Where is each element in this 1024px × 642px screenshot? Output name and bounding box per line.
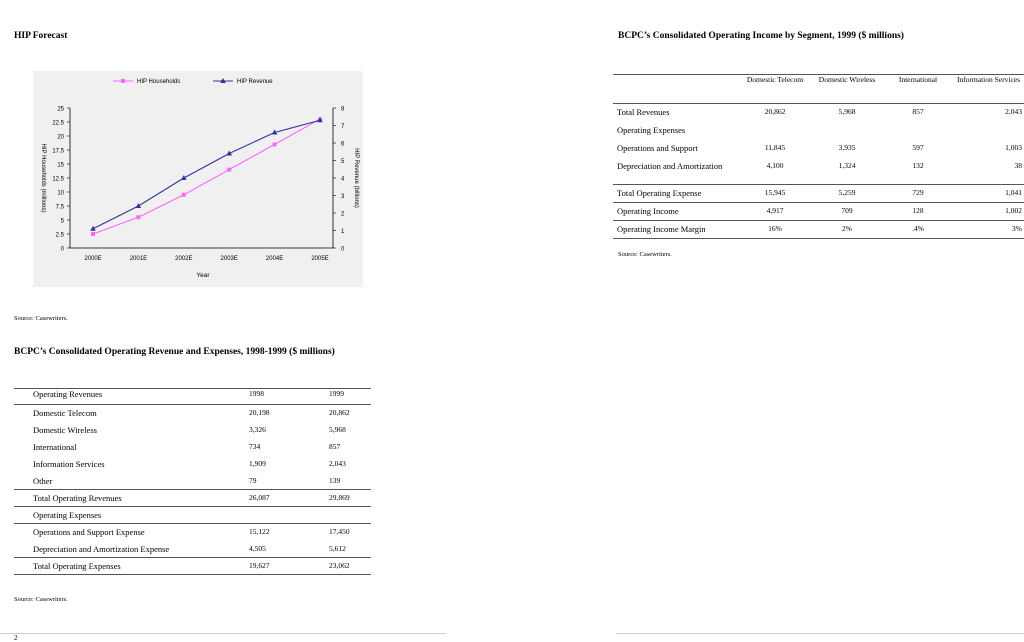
- row-value: 128: [912, 206, 924, 215]
- table-row: [14, 524, 371, 541]
- y2-tick-label: 6: [341, 141, 345, 148]
- row-label: International: [33, 441, 77, 452]
- row-label: Total Operating Expenses: [33, 561, 121, 571]
- row-label: Operating Expenses: [617, 124, 686, 135]
- table-row: [14, 541, 371, 558]
- row-value: 1,041: [1005, 188, 1022, 197]
- row-value: 597: [912, 142, 924, 152]
- row-value: 132: [912, 160, 924, 170]
- revenue-expenses-table: [14, 388, 371, 575]
- y2-tick-label: 4: [341, 176, 345, 183]
- y-tick-label: 2.5: [55, 232, 64, 239]
- row-label: Total Operating Revenues: [33, 493, 122, 503]
- table-header-cell: 1999: [329, 389, 344, 398]
- right-table-title: BCPC’s Consolidated Operating Income by Segment, 1999 ($ millions): [618, 31, 904, 41]
- series-point: [91, 232, 95, 236]
- row-value: 3,326: [249, 424, 266, 434]
- row-value: 5,968: [329, 424, 346, 434]
- y-tick-label: 12.5: [52, 176, 64, 183]
- row-value: 4,100: [766, 160, 784, 170]
- row-value: 38: [1014, 160, 1022, 170]
- row-value: .4%: [912, 224, 924, 233]
- y-tick-label: 20: [57, 134, 64, 141]
- row-value: 857: [329, 441, 341, 451]
- x-axis-label: Year: [196, 272, 210, 279]
- x-tick-label: 2000E: [84, 256, 102, 262]
- page-number: 2: [14, 634, 18, 642]
- row-value: 1,909: [249, 458, 266, 468]
- row-value: 709: [841, 206, 853, 215]
- table-row: [613, 221, 1024, 239]
- y-tick-label: 5: [60, 218, 64, 225]
- table-row: [14, 473, 371, 490]
- y-tick-label: 25: [57, 106, 64, 113]
- table-row: [14, 439, 371, 456]
- y2-tick-label: 0: [341, 246, 345, 253]
- row-value: 1,002: [1005, 206, 1022, 215]
- row-value: 857: [912, 107, 924, 116]
- row-label: Domestic Telecom: [33, 408, 97, 418]
- table-row: [613, 203, 1024, 221]
- row-value: 5,968: [838, 107, 856, 116]
- row-value: 729: [912, 188, 924, 197]
- y2-tick-label: 2: [341, 211, 345, 218]
- table-row: [613, 185, 1024, 203]
- row-label: Depreciation and Amortization: [617, 160, 723, 171]
- table-row: [613, 158, 1024, 185]
- y2-tick-label: 8: [341, 106, 345, 113]
- legend-marker: [121, 79, 125, 83]
- table-row: [14, 405, 371, 422]
- row-label: Information Services: [33, 458, 105, 469]
- table-row: [14, 558, 371, 575]
- y-tick-label: 7.5: [55, 204, 64, 211]
- row-value: 5,259: [838, 188, 856, 197]
- row-value: 3,935: [838, 142, 856, 152]
- table-header-cell: Domestic Telecom: [746, 75, 804, 84]
- x-tick-label: 2005E: [311, 256, 329, 262]
- chart-svg: [33, 71, 363, 287]
- row-label: Operating Expenses: [33, 510, 102, 520]
- chart-title: HIP Forecast: [14, 31, 68, 41]
- y-tick-label: 10: [57, 190, 64, 197]
- row-label: Operations and Support: [617, 142, 698, 153]
- table-row: [613, 140, 1024, 158]
- hip-forecast-chart: [33, 71, 363, 287]
- table-header-cell: [613, 75, 739, 104]
- row-value: 20,198: [249, 408, 270, 417]
- row-value: 16%: [768, 224, 782, 233]
- series-point: [273, 142, 277, 146]
- row-value: 5,612: [329, 543, 346, 553]
- table-row: [613, 104, 1024, 122]
- table-header-cell: Domestic Wireless: [818, 75, 876, 84]
- row-label: Operations and Support Expense: [33, 527, 145, 537]
- row-value: 139: [329, 475, 341, 485]
- row-label: Depreciation and Amortization Expense: [33, 543, 170, 554]
- x-tick-label: 2001E: [129, 256, 148, 262]
- row-value: 26,087: [249, 493, 270, 502]
- left-table-title: BCPC’s Consolidated Operating Revenue and Expenses, 1998-1999 ($ millions): [14, 347, 335, 357]
- row-value: [953, 122, 1024, 140]
- table-header-cell: Information Services: [956, 75, 1021, 84]
- row-value: 734: [249, 441, 261, 451]
- row-value: [883, 122, 953, 140]
- row-value: [249, 507, 329, 524]
- x-tick-label: 2002E: [175, 256, 193, 262]
- page-rule-right: [616, 633, 1024, 634]
- row-value: 17,450: [329, 527, 350, 536]
- row-value: 79: [249, 475, 257, 485]
- table-row: [14, 507, 371, 524]
- row-value: 15,945: [764, 188, 786, 197]
- y2-axis-label: HIP Revenue (billions): [353, 148, 359, 208]
- series-point: [136, 203, 142, 208]
- y2-tick-label: 5: [341, 159, 345, 165]
- y2-tick-label: 1: [341, 229, 345, 235]
- row-value: 20,862: [764, 107, 786, 116]
- table-row: [14, 422, 371, 439]
- row-value: 1,003: [1005, 142, 1022, 152]
- row-label: Other: [33, 475, 53, 486]
- row-value: 4,917: [766, 206, 784, 215]
- x-tick-label: 2004E: [265, 256, 284, 262]
- y2-tick-label: 3: [341, 194, 345, 200]
- row-value: 23,062: [329, 561, 350, 570]
- row-value: [739, 122, 811, 140]
- legend-label: HIP Households: [137, 79, 181, 86]
- table-row: [613, 122, 1024, 140]
- row-value: 15,122: [249, 527, 270, 536]
- chart-source: Source: Casewriters.: [14, 315, 68, 322]
- table-row: [14, 456, 371, 473]
- row-value: 3%: [1012, 224, 1022, 233]
- row-value: 20,862: [329, 408, 350, 417]
- y-axis-label: HIP Households (millions): [40, 143, 46, 213]
- left-table-source: Source: Casewriters.: [14, 596, 68, 603]
- legend-label: HIP Revenue: [237, 79, 273, 86]
- row-value: 11,845: [764, 142, 786, 152]
- row-value: 4,505: [249, 543, 266, 553]
- operating-income-table: [613, 74, 1024, 239]
- row-value: [811, 122, 883, 140]
- y-tick-label: 0: [60, 246, 64, 253]
- row-value: 1,324: [838, 160, 856, 170]
- row-label: Operating Income: [617, 206, 679, 216]
- series-point: [136, 215, 140, 219]
- row-value: 2,043: [329, 458, 346, 468]
- table-header-cell: International: [898, 75, 938, 84]
- row-value: 19,627: [249, 561, 270, 570]
- row-label: Total Revenues: [617, 107, 670, 117]
- y2-tick-label: 7: [341, 124, 345, 130]
- table-header-cell: Operating Revenues: [33, 389, 103, 399]
- table-row: [14, 490, 371, 507]
- series-point: [182, 193, 186, 197]
- right-table-source: Source: Casewriters.: [618, 251, 672, 258]
- row-value: 2%: [842, 224, 852, 233]
- row-label: Operating Income Margin: [617, 224, 706, 234]
- row-value: [329, 507, 371, 524]
- x-tick-label: 2003E: [220, 256, 238, 262]
- table-header-cell: 1998: [249, 389, 264, 398]
- row-value: 29,869: [329, 493, 350, 502]
- series-line: [93, 119, 320, 234]
- y-tick-label: 17.5: [52, 148, 64, 155]
- page-rule-left: [0, 633, 446, 634]
- row-label: Domestic Wireless: [33, 424, 97, 435]
- row-value: 2,043: [1005, 107, 1022, 116]
- row-label: Total Operating Expense: [617, 188, 702, 198]
- series-line: [93, 120, 320, 229]
- y-tick-label: 15: [57, 162, 64, 169]
- y-tick-label: 22.5: [52, 120, 64, 127]
- series-point: [227, 168, 231, 172]
